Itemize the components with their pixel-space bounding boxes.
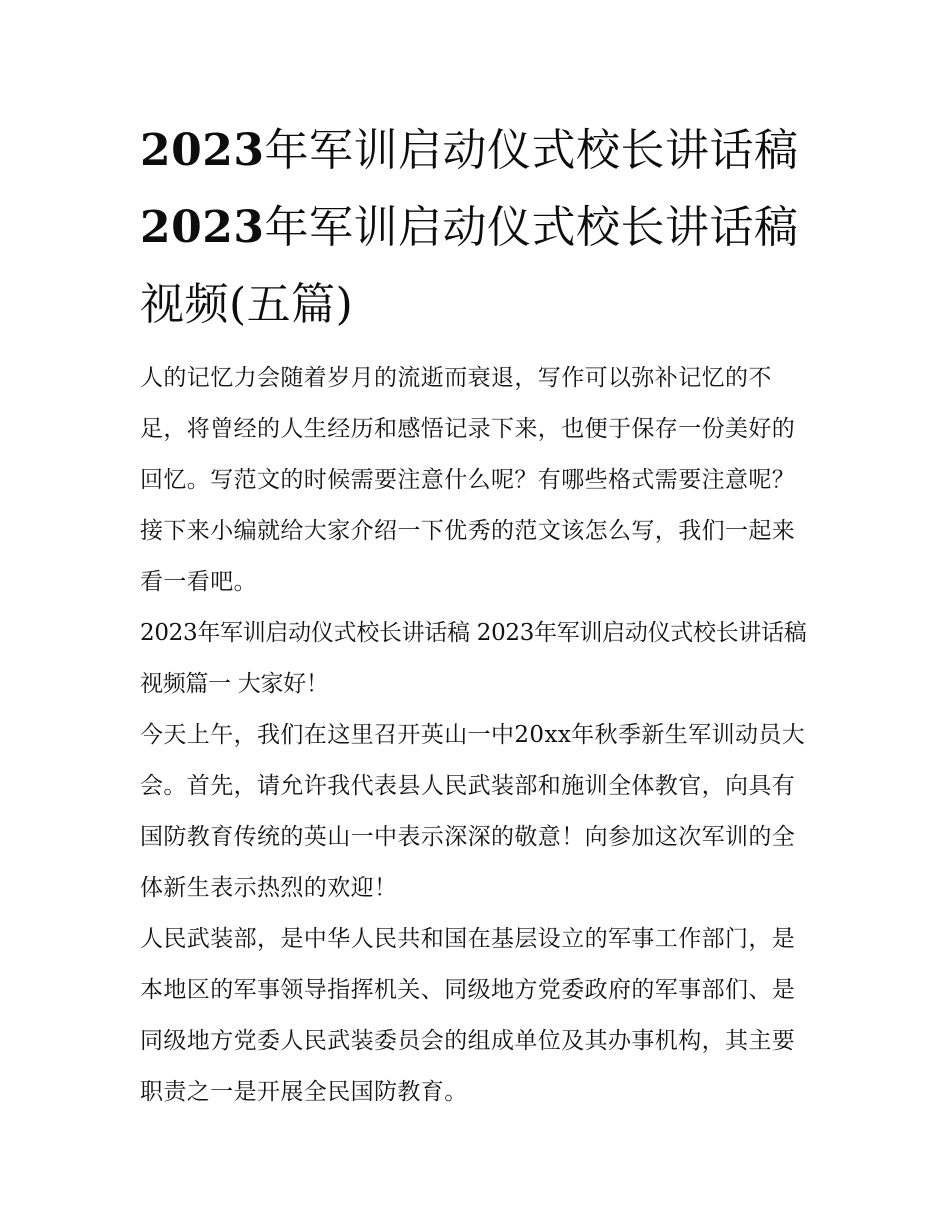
body-paragraph: 今天上午，我们在这里召开英山一中20xx年秋季新生军训动员大会。首先，请允许我代表县人民武装部和施训全体教官，向具有国防教育传统的英山一中表示深深的敬意！向参加这次军训的全体新生表示热烈的欢迎！ (140, 722, 806, 901)
section-heading-paragraph: 2023年军训启动仪式校长讲话稿 2023年军训启动仪式校长讲话稿视频篇一 大家好！ (140, 620, 807, 697)
intro-paragraph: 人的记忆力会随着岁月的流逝而衰退，写作可以弥补记忆的不足，将曾经的人生经历和感悟记录下来，也便于保存一份美好的回忆。写范文的时候需要注意什么呢？有哪些格式需要注意呢？接下来小编就给大家介绍一下优秀的范文该怎么写，我们一起来看一看吧。 (140, 365, 796, 595)
document-title: 2023年军训启动仪式校长讲话稿 2023年军训启动仪式校长讲话稿视频(五篇) (140, 125, 799, 330)
document-page (140, 112, 815, 1118)
document-body (140, 353, 815, 1118)
body-paragraph: 人民武装部，是中华人民共和国在基层设立的军事工作部门，是本地区的军事领导指挥机关、同级地方党委政府的军事部们、是同级地方党委人民武装委员会的组成单位及其办事机构，其主要职责之一是开展全民国防教育。 (140, 926, 796, 1105)
